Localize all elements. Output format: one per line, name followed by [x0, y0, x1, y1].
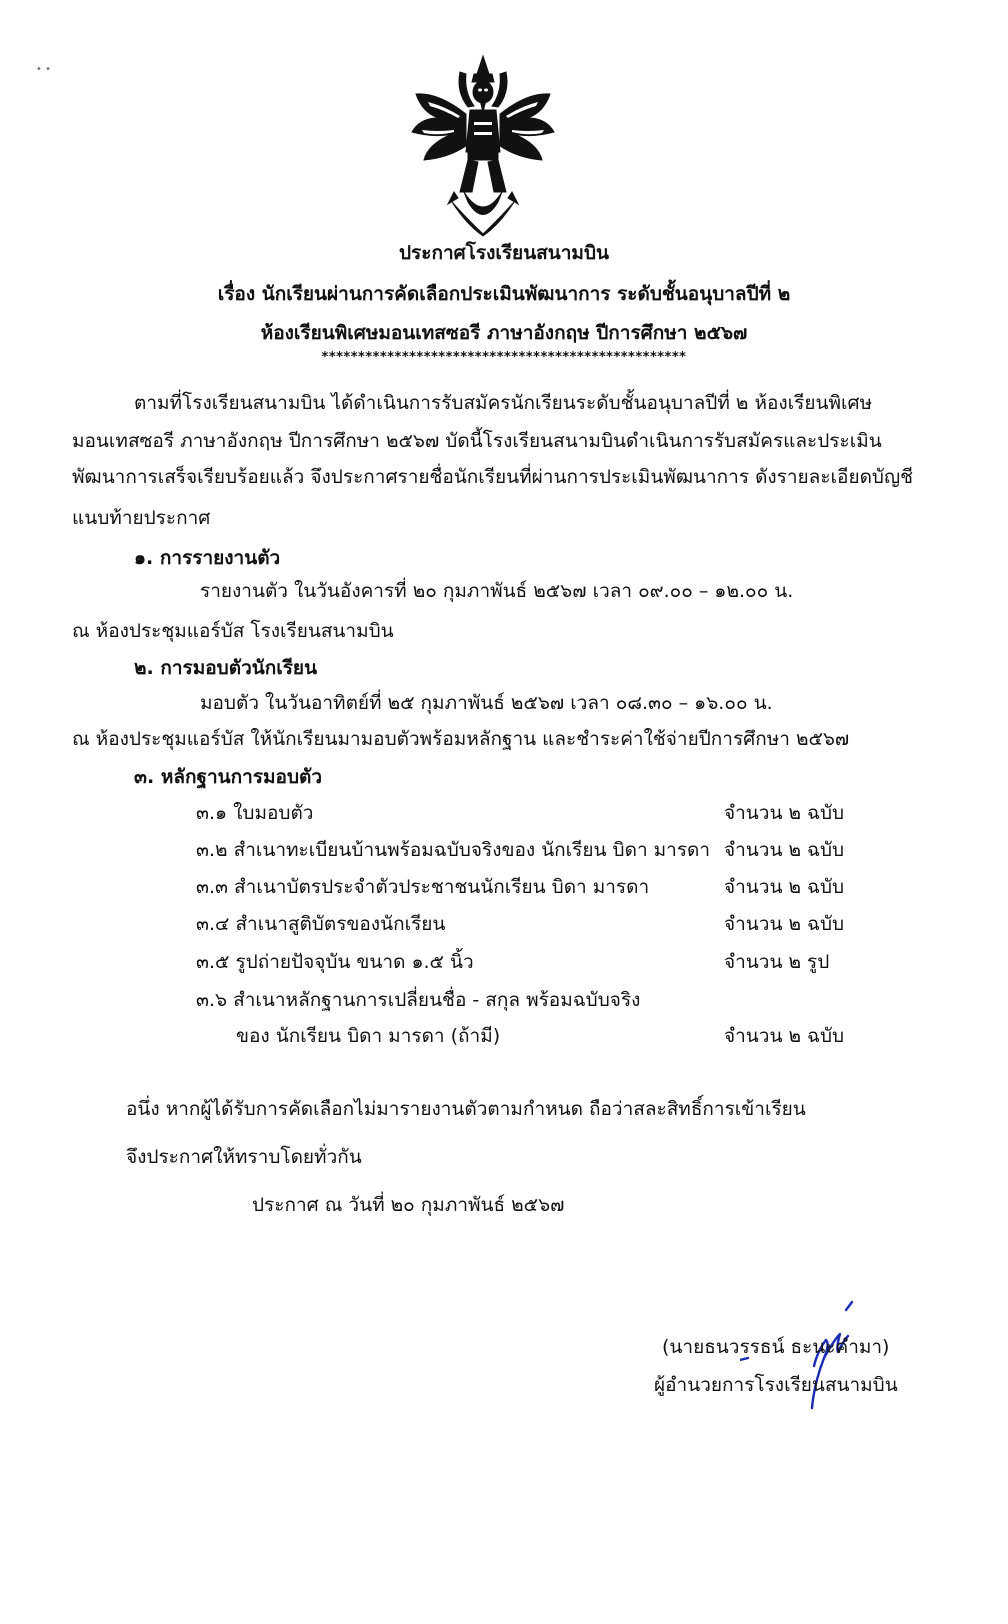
evidence-item-label: ๓.๒ สำเนาทะเบียนบ้านพร้อมฉบับจริงของ นักเรียน บิดา มารดา: [196, 839, 711, 861]
closing-line-2: จึงประกาศให้ทราบโดยทั่วกัน: [126, 1146, 362, 1168]
evidence-item-quantity: จำนวน ๒ ฉบับ: [724, 802, 845, 824]
closing-line-1: อนึ่ง หากผู้ได้รับการคัดเลือกไม่มารายงานตัวตามกำหนด ถือว่าสละสิทธิ์การเข้าเรียน: [126, 1098, 806, 1120]
garuda-emblem-icon: [408, 52, 558, 237]
intro-line-3: พัฒนาการเสร็จเรียบร้อยแล้ว จึงประกาศรายชื่อนักเรียนที่ผ่านการประเมินพัฒนาการ ดังรายละเอียดบัญชี: [72, 466, 914, 488]
section-3-heading: ๓. หลักฐานการมอบตัว: [134, 766, 323, 788]
scan-speck: • •: [36, 64, 51, 75]
evidence-item-quantity: จำนวน ๒ ฉบับ: [724, 839, 845, 861]
evidence-item-label: ๓.๑ ใบมอบตัว: [196, 802, 314, 824]
section-2-heading: ๒. การมอบตัวนักเรียน: [134, 657, 318, 679]
subject-line-1: เรื่อง นักเรียนผ่านการคัดเลือกประเมินพัฒนาการ ระดับชั้นอนุบาลปีที่ ๒: [217, 283, 791, 305]
signatory-position: ผู้อำนวยการโรงเรียนสนามบิน: [654, 1374, 898, 1396]
section-1-heading: ๑. การรายงานตัว: [134, 547, 281, 569]
section-1-line-1: รายงานตัว ในวันอังคารที่ ๒๐ กุมภาพันธ์ ๒๕๖๗ เวลา ๐๙.๐๐ – ๑๒.๐๐ น.: [200, 580, 794, 602]
evidence-item-quantity: จำนวน ๒ รูป: [724, 951, 830, 973]
evidence-item-label: ๓.๔ สำเนาสูติบัตรของนักเรียน: [196, 913, 446, 935]
evidence-item-label: ของ นักเรียน บิดา มารดา (ถ้ามี): [236, 1025, 501, 1047]
evidence-item-quantity: จำนวน ๒ ฉบับ: [724, 876, 845, 898]
evidence-item-label: ๓.๕ รูปถ่ายปัจจุบัน ขนาด ๑.๕ นิ้ว: [196, 951, 474, 973]
section-1-line-2: ณ ห้องประชุมแอร์บัส โรงเรียนสนามบิน: [72, 620, 394, 642]
separator-line: **************************************************: [321, 350, 687, 365]
evidence-item-label: ๓.๖ สำเนาหลักฐานการเปลี่ยนชื่อ - สกุล พร้อมฉบับจริง: [196, 989, 641, 1011]
evidence-item-quantity: จำนวน ๒ ฉบับ: [724, 913, 845, 935]
announcement-title: ประกาศโรงเรียนสนามบิน: [398, 242, 610, 264]
evidence-item-quantity: จำนวน ๒ ฉบับ: [724, 1025, 845, 1047]
evidence-item-label: ๓.๓ สำเนาบัตรประจำตัวประชาชนนักเรียน บิดา มารดา: [196, 876, 650, 898]
intro-line-4: แนบท้ายประกาศ: [72, 507, 211, 529]
subject-line-2: ห้องเรียนพิเศษมอนเทสซอรี ภาษาอังกฤษ ปีการศึกษา ๒๕๖๗: [260, 322, 748, 344]
intro-line-2: มอนเทสซอรี ภาษาอังกฤษ ปีการศึกษา ๒๕๖๗ บัดนี้โรงเรียนสนามบินดำเนินการรับสมัครและประเมิน: [72, 430, 882, 452]
announcement-date: ประกาศ ณ วันที่ ๒๐ กุมภาพันธ์ ๒๕๖๗: [252, 1194, 565, 1216]
intro-line-1: ตามที่โรงเรียนสนามบิน ได้ดำเนินการรับสมัครนักเรียนระดับชั้นอนุบาลปีที่ ๒ ห้องเรียนพิเศษ: [134, 392, 873, 414]
section-2-line-2: ณ ห้องประชุมแอร์บัส ให้นักเรียนมามอบตัวพร้อมหลักฐาน และชำระค่าใช้จ่ายปีการศึกษา ๒๕๖๗: [72, 728, 850, 750]
signatory-name: (นายธนวรรธน์ ธะนะคำมา): [662, 1336, 890, 1358]
section-2-line-1: มอบตัว ในวันอาทิตย์ที่ ๒๕ กุมภาพันธ์ ๒๕๖๗ เวลา ๐๘.๓๐ – ๑๖.๐๐ น.: [200, 692, 773, 714]
